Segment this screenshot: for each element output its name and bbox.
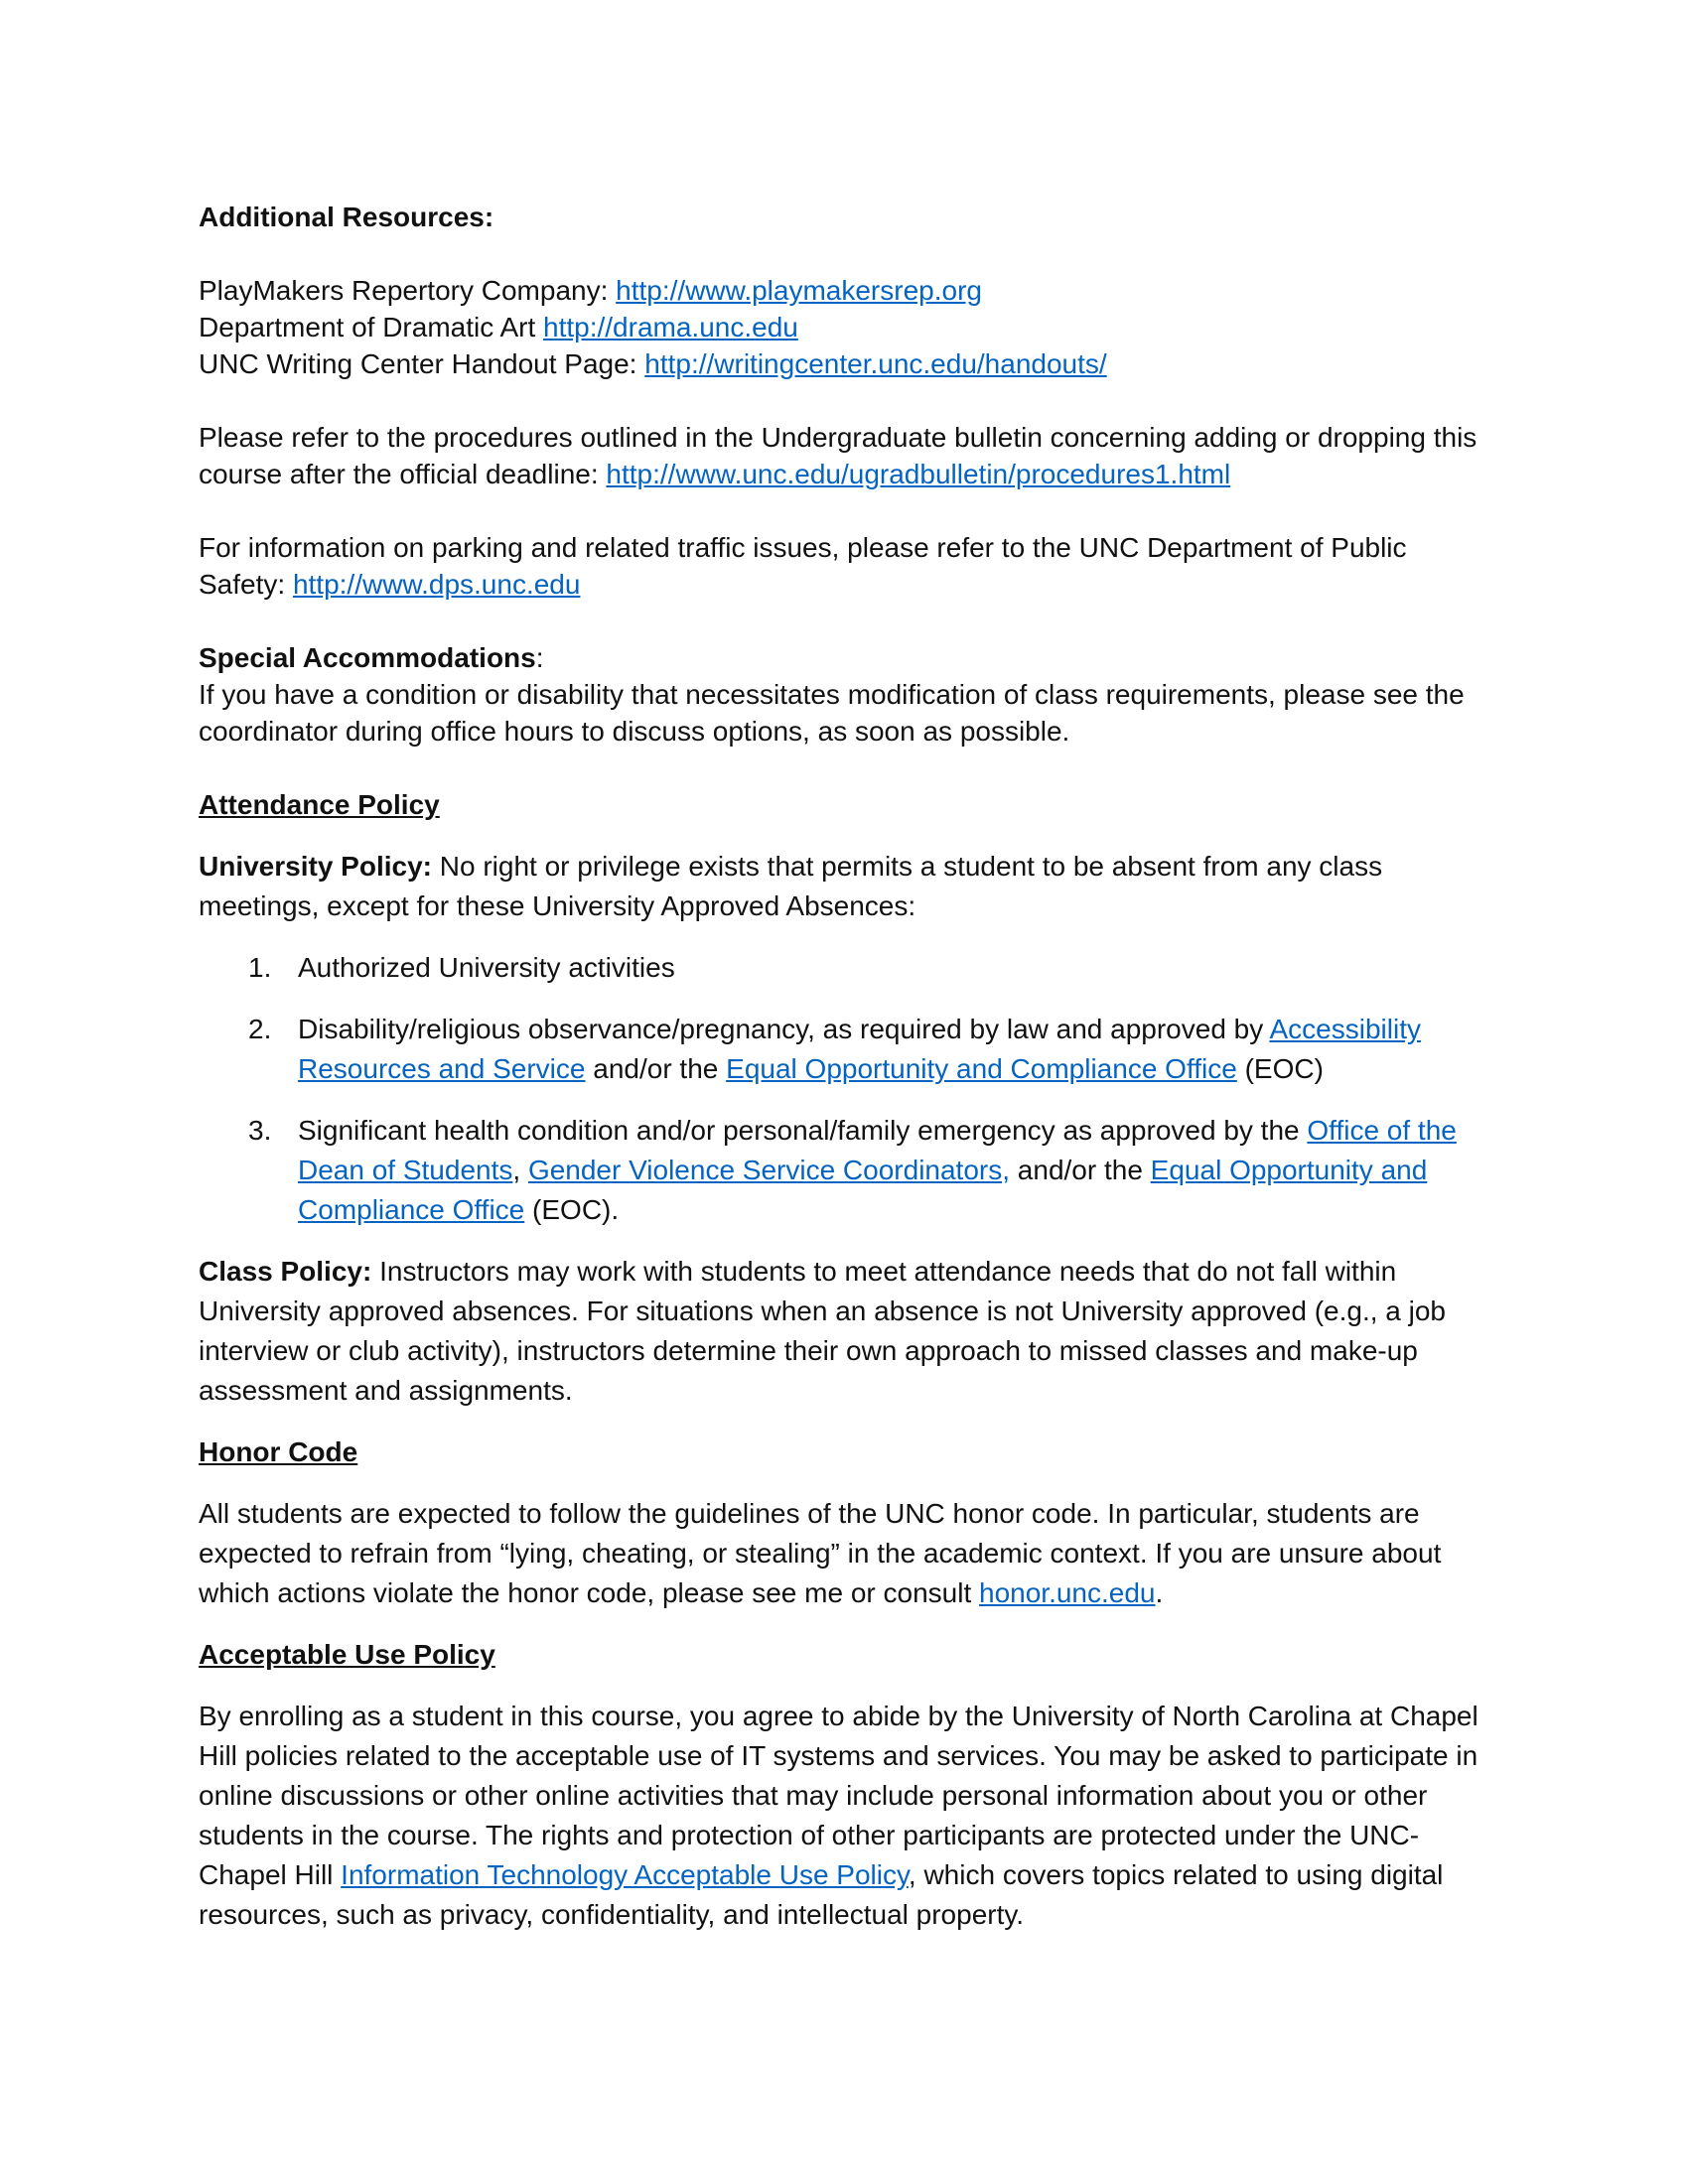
- list-item: 1. Authorized University activities: [248, 952, 675, 983]
- approved-absences-list: [199, 948, 1489, 1230]
- writing-center-link[interactable]: http://writingcenter.unc.edu/handouts/: [644, 348, 1107, 379]
- dean-of-students-link[interactable]: Office of the Dean of Students: [298, 1115, 1457, 1185]
- drama-line: Department of Dramatic Art http://drama.unc.edu: [199, 312, 798, 342]
- gender-violence-link[interactable]: Gender Violence Service Coordinators,: [527, 1155, 1011, 1185]
- procedures-paragraph: Please refer to the procedures outlined in the Undergraduate bulletin concerning adding or dropping this course after the official deadline: http://www.unc.edu/ugradbulletin/procedures1.html: [199, 422, 1477, 489]
- writing-center-line: UNC Writing Center Handout Page: http://writingcenter.unc.edu/handouts/: [199, 348, 1107, 379]
- honor-paragraph: All students are expected to follow the guidelines of the UNC honor code. In particular, students are expected to refrain from “lying, cheating, or stealing” in the academic context. If you are unsure about which actions violate the honor code, please see me or consult honor.unc.edu.: [199, 1498, 1442, 1608]
- list-item: 2. Disability/religious observance/pregnancy, as required by law and approved by Accessibility Resources and Service and/or the Equal Opportunity and Compliance Office (EOC): [248, 1014, 1421, 1084]
- resource-links: [199, 272, 1489, 382]
- resources-heading: Additional Resources:: [199, 202, 494, 232]
- attendance-heading: Attendance Policy: [199, 789, 440, 820]
- class-policy-paragraph: Class Policy: Instructors may work with students to meet attendance needs that do not fall within University approved absences. For situations when an absence is not University approved (e.g., a job interview or club activity), instructors determine their own approach to missed classes and make-up assessment and assignments.: [199, 1256, 1447, 1406]
- aup-link[interactable]: Information Technology Acceptable Use Policy: [341, 1859, 909, 1890]
- honor-heading: Honor Code: [199, 1436, 358, 1467]
- accessibility-resources-link[interactable]: Accessibility Resources and Service: [298, 1014, 1421, 1084]
- accommodations-text: If you have a condition or disability that necessitates modification of class requirements, please see the coordinator during office hours to discuss options, as soon as possible.: [199, 679, 1465, 747]
- accommodations-heading: Special Accommodations:: [199, 642, 544, 673]
- dps-link[interactable]: http://www.dps.unc.edu: [292, 569, 581, 600]
- parking-paragraph: For information on parking and related traffic issues, please refer to the UNC Department of Public Safety: http://www.dps.unc.edu: [199, 532, 1407, 600]
- honor-link[interactable]: honor.unc.edu: [979, 1577, 1156, 1608]
- eoc-link-2[interactable]: Equal Opportunity and Compliance Office: [298, 1155, 1428, 1225]
- eoc-link[interactable]: Equal Opportunity and Compliance Office: [726, 1053, 1237, 1084]
- drama-link[interactable]: http://drama.unc.edu: [543, 312, 798, 342]
- playmakers-line: PlayMakers Repertory Company: http://www.playmakersrep.org: [199, 275, 982, 306]
- university-policy-paragraph: University Policy: No right or privilege exists that permits a student to be absent from any class meetings, except for these University Approved Absences:: [199, 851, 1383, 921]
- aup-heading: Acceptable Use Policy: [199, 1639, 495, 1670]
- list-item: 3. Significant health condition and/or personal/family emergency as approved by the Office of the Dean of Students, Gender Violence Service Coordinators, and/or the Equal Opportunity and Compliance Office (EOC).: [248, 1115, 1457, 1225]
- playmakers-link[interactable]: http://www.playmakersrep.org: [616, 275, 982, 306]
- aup-paragraph: By enrolling as a student in this course, you agree to abide by the University of North Carolina at Chapel Hill policies related to the acceptable use of IT systems and services. You may be asked to participate in online discussions or other online activities that may include personal information about you or other students in the course. The rights and protection of other participants are protected under the UNC-Chapel Hill Information Technology Acceptable Use Policy, which covers topics related to using digital resources, such as privacy, confidentiality, and intellectual property.: [199, 1701, 1478, 1930]
- procedures-link[interactable]: http://www.unc.edu/ugradbulletin/procedures1.html: [606, 459, 1231, 489]
